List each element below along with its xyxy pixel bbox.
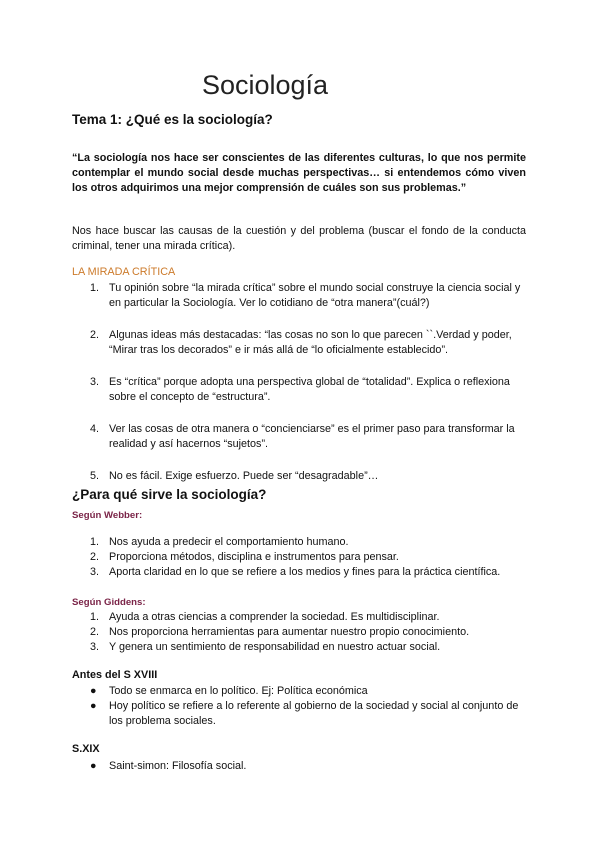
list-item <box>72 375 532 405</box>
list-item <box>72 625 532 640</box>
giddens-list <box>72 610 532 655</box>
list-item <box>72 281 532 311</box>
list-item-text: Nos proporciona herramientas para aumentar nuestro propio conocimiento. <box>109 626 470 638</box>
list-item <box>72 422 532 452</box>
quote-paragraph: “La sociología nos hace ser conscientes de las diferentes culturas, lo que nos permite contemplar el mundo social desde muchas perspectivas… si entendemos cómo viven los otros adquirimos una mejor comprensión de cuáles son sus problemas.” <box>72 152 526 194</box>
giddens-label: Según Giddens: <box>72 597 146 608</box>
list-number: 2. <box>90 329 100 341</box>
list-item-text: Todo se enmarca en lo político. Ej: Política económica <box>109 685 368 697</box>
para-que-sirve-heading: ¿Para qué sirve la sociología? <box>72 487 267 502</box>
bullet-icon: ● <box>90 760 97 772</box>
bullet-icon: ● <box>90 700 97 712</box>
list-number: 2. <box>90 626 100 638</box>
list-item <box>72 759 532 774</box>
mirada-list <box>72 281 532 484</box>
list-number: 1. <box>90 282 100 294</box>
list-item-text: Nos ayuda a predecir el comportamiento humano. <box>109 536 349 548</box>
list-number: 2. <box>90 551 100 563</box>
intro-paragraph: Nos hace buscar las causas de la cuestión y del problema (buscar el fondo de la conducta criminal, tener una mirada crítica). <box>72 225 526 252</box>
list-number: 3. <box>90 566 100 578</box>
list-item <box>72 640 532 655</box>
page-title: Sociología <box>201 70 329 100</box>
list-number: 5. <box>90 470 100 482</box>
list-item <box>72 565 532 580</box>
tema1-heading: Tema 1: ¿Qué es la sociología? <box>72 112 273 127</box>
list-item <box>72 550 532 565</box>
antes-heading: Antes del S XVIII <box>72 669 158 681</box>
bullet-icon: ● <box>90 685 97 697</box>
list-item <box>72 469 532 484</box>
list-number: 4. <box>90 423 100 435</box>
sxix-heading: S.XIX <box>72 743 100 755</box>
list-item-text: Y genera un sentimiento de responsabilidad en nuestro actuar social. <box>109 641 441 653</box>
list-item-text: Ver las cosas de otra manera o “concienciarse” es el primer paso para transformar la realidad y así hacernos “sujetos”. <box>109 423 515 450</box>
list-item <box>72 699 532 729</box>
webber-label: Según Webber: <box>72 510 143 521</box>
list-item-text: Algunas ideas más destacadas: “las cosas no son lo que parecen ``.Verdad y poder, “Mirar tras los decorados” e ir más allá de “lo oficialmente establecido”. <box>109 329 512 356</box>
sxix-list <box>72 759 532 774</box>
list-item-text: Proporciona métodos, disciplina e instrumentos para pensar. <box>109 551 399 563</box>
list-item <box>72 328 532 358</box>
webber-list <box>72 535 532 580</box>
list-item-text: Hoy político se refiere a lo referente al gobierno de la sociedad y social al conjunto de los problema sociales. <box>109 700 519 727</box>
list-item-text: Es “crítica” porque adopta una perspectiva global de “totalidad”. Explica o reflexiona sobre el concepto de “estructura”. <box>109 376 510 403</box>
list-number: 3. <box>90 641 100 653</box>
antes-list <box>72 684 532 729</box>
list-item <box>72 610 532 625</box>
list-item-text: Aporta claridad en lo que se refiere a los medios y fines para la práctica científica. <box>109 566 501 578</box>
list-item <box>72 684 532 699</box>
list-item-text: No es fácil. Exige esfuerzo. Puede ser “desagradable”… <box>109 470 379 482</box>
list-item-text: Saint-simon: Filosofía social. <box>109 760 247 772</box>
list-number: 1. <box>90 536 100 548</box>
list-item-text: Ayuda a otras ciencias a comprender la sociedad. Es multidisciplinar. <box>109 611 440 623</box>
list-item <box>72 535 532 550</box>
list-number: 3. <box>90 376 100 388</box>
list-number: 1. <box>90 611 100 623</box>
list-item-text: Tu opinión sobre “la mirada crítica” sobre el mundo social construye la ciencia social y en particular la Sociología. Ver lo cotidiano de “otra manera”(cuál?) <box>109 282 521 309</box>
mirada-critica-heading: LA MIRADA CRÍTICA <box>72 266 176 278</box>
